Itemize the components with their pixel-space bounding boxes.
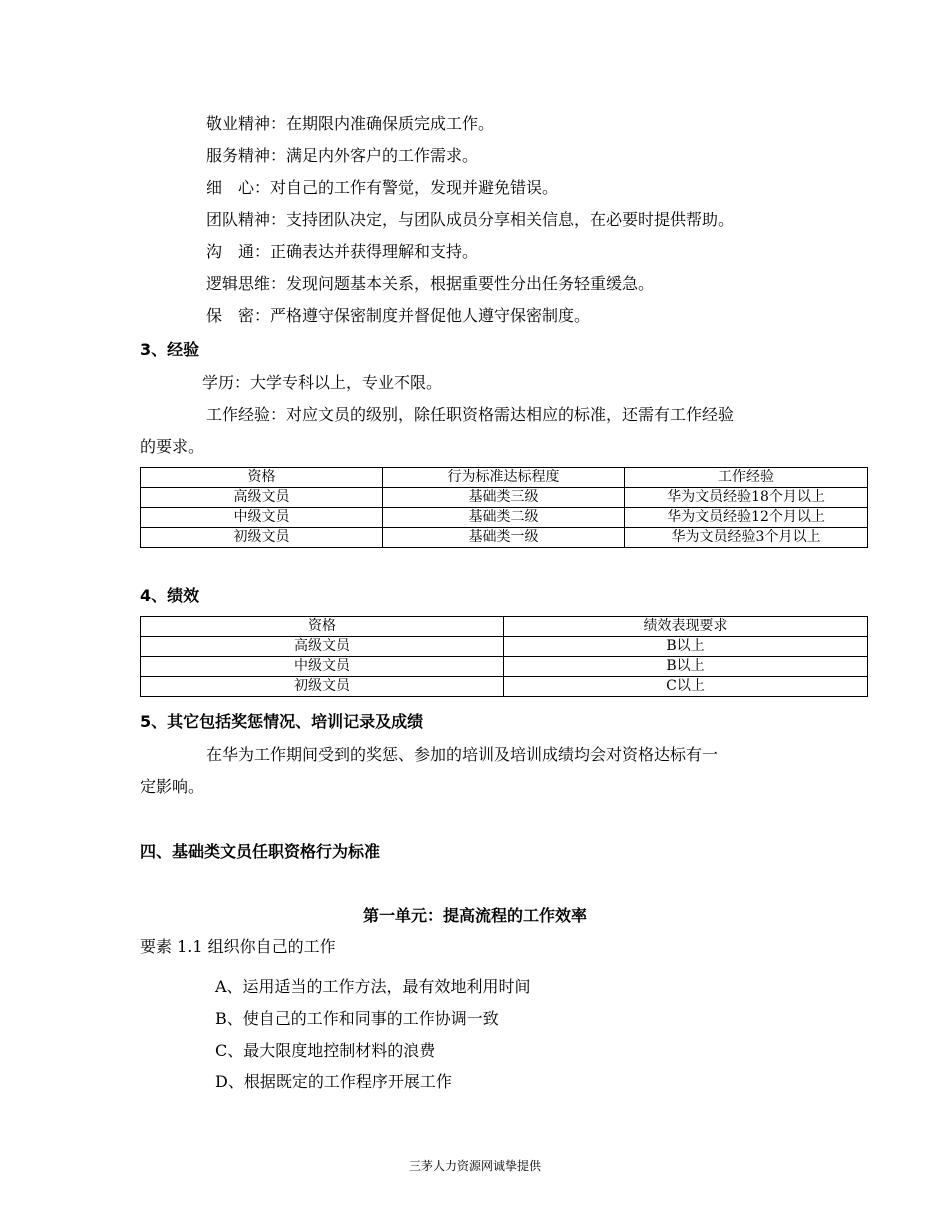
section-5-heading: 5、其它包括奖惩情况、培训记录及成绩 — [140, 712, 424, 731]
table-cell: 中级文员 — [141, 508, 383, 528]
trait-teamwork: 团队精神：支持团队决定，与团队成员分享相关信息，在必要时提供帮助。 — [206, 210, 735, 229]
trait-communication: 沟 通：正确表达并获得理解和支持。 — [206, 242, 479, 261]
column-header: 绩效表现要求 — [504, 617, 868, 637]
table-cell: 基础类二级 — [383, 508, 625, 528]
part-4-heading: 四、基础类文员任职资格行为标准 — [140, 842, 381, 861]
table-cell: 初级文员 — [141, 677, 504, 697]
list-item: A、运用适当的工作方法，最有效地利用时间 — [215, 977, 531, 996]
table-cell: 高级文员 — [141, 637, 504, 657]
table-header-row — [141, 617, 868, 637]
trait-dedication: 敬业精神：在期限内准确保质完成工作。 — [206, 114, 495, 133]
section-3-heading: 3、经验 — [140, 340, 200, 359]
table-cell: 华为文员经验18个月以上 — [625, 488, 868, 508]
work-experience-line-2: 的要求。 — [140, 437, 205, 456]
section-4-heading: 4、绩效 — [140, 586, 200, 605]
table-row — [141, 657, 868, 677]
section-5-paragraph-line-2: 定影响。 — [140, 777, 205, 796]
column-header: 行为标准达标程度 — [383, 468, 625, 488]
trait-confidentiality: 保 密：严格遵守保密制度并督促他人遵守保密制度。 — [206, 306, 591, 325]
element-title: 要素 1.1 组织你自己的工作 — [140, 937, 336, 956]
column-header: 资格 — [141, 617, 504, 637]
column-header: 资格 — [141, 468, 383, 488]
table-row — [141, 528, 868, 548]
table-cell: 基础类一级 — [383, 528, 625, 548]
list-item: C、最大限度地控制材料的浪费 — [215, 1041, 436, 1060]
list-item: B、使自己的工作和同事的工作协调一致 — [215, 1009, 499, 1028]
trait-carefulness: 细 心：对自己的工作有警觉，发现并避免错误。 — [206, 178, 559, 197]
table-cell: 初级文员 — [141, 528, 383, 548]
performance-table — [140, 616, 868, 697]
list-item: D、根据既定的工作程序开展工作 — [215, 1072, 452, 1091]
table-cell: C以上 — [504, 677, 868, 697]
trait-service: 服务精神：满足内外客户的工作需求。 — [206, 146, 479, 165]
table-row — [141, 677, 868, 697]
experience-table — [140, 467, 868, 548]
trait-logical-thinking: 逻辑思维：发现问题基本关系，根据重要性分出任务轻重缓急。 — [206, 274, 655, 293]
education-requirement: 学历：大学专科以上，专业不限。 — [202, 373, 443, 392]
work-experience-line-1: 工作经验：对应文员的级别，除任职资格需达相应的标准，还需有工作经验 — [206, 405, 735, 424]
table-row — [141, 508, 868, 528]
table-row — [141, 488, 868, 508]
table-cell: B以上 — [504, 637, 868, 657]
table-row — [141, 637, 868, 657]
table-cell: 高级文员 — [141, 488, 383, 508]
section-5-paragraph-line-1: 在华为工作期间受到的奖惩、参加的培训及培训成绩均会对资格达标有一 — [206, 745, 719, 764]
table-cell: 华为文员经验3个月以上 — [625, 528, 868, 548]
table-cell: 基础类三级 — [383, 488, 625, 508]
table-cell: B以上 — [504, 657, 868, 677]
page-footer: 三茅人力资源网诚挚提供 — [408, 1159, 541, 1173]
table-header-row — [141, 468, 868, 488]
table-cell: 中级文员 — [141, 657, 504, 677]
unit-title: 第一单元：提高流程的工作效率 — [362, 906, 587, 925]
column-header: 工作经验 — [625, 468, 868, 488]
table-cell: 华为文员经验12个月以上 — [625, 508, 868, 528]
